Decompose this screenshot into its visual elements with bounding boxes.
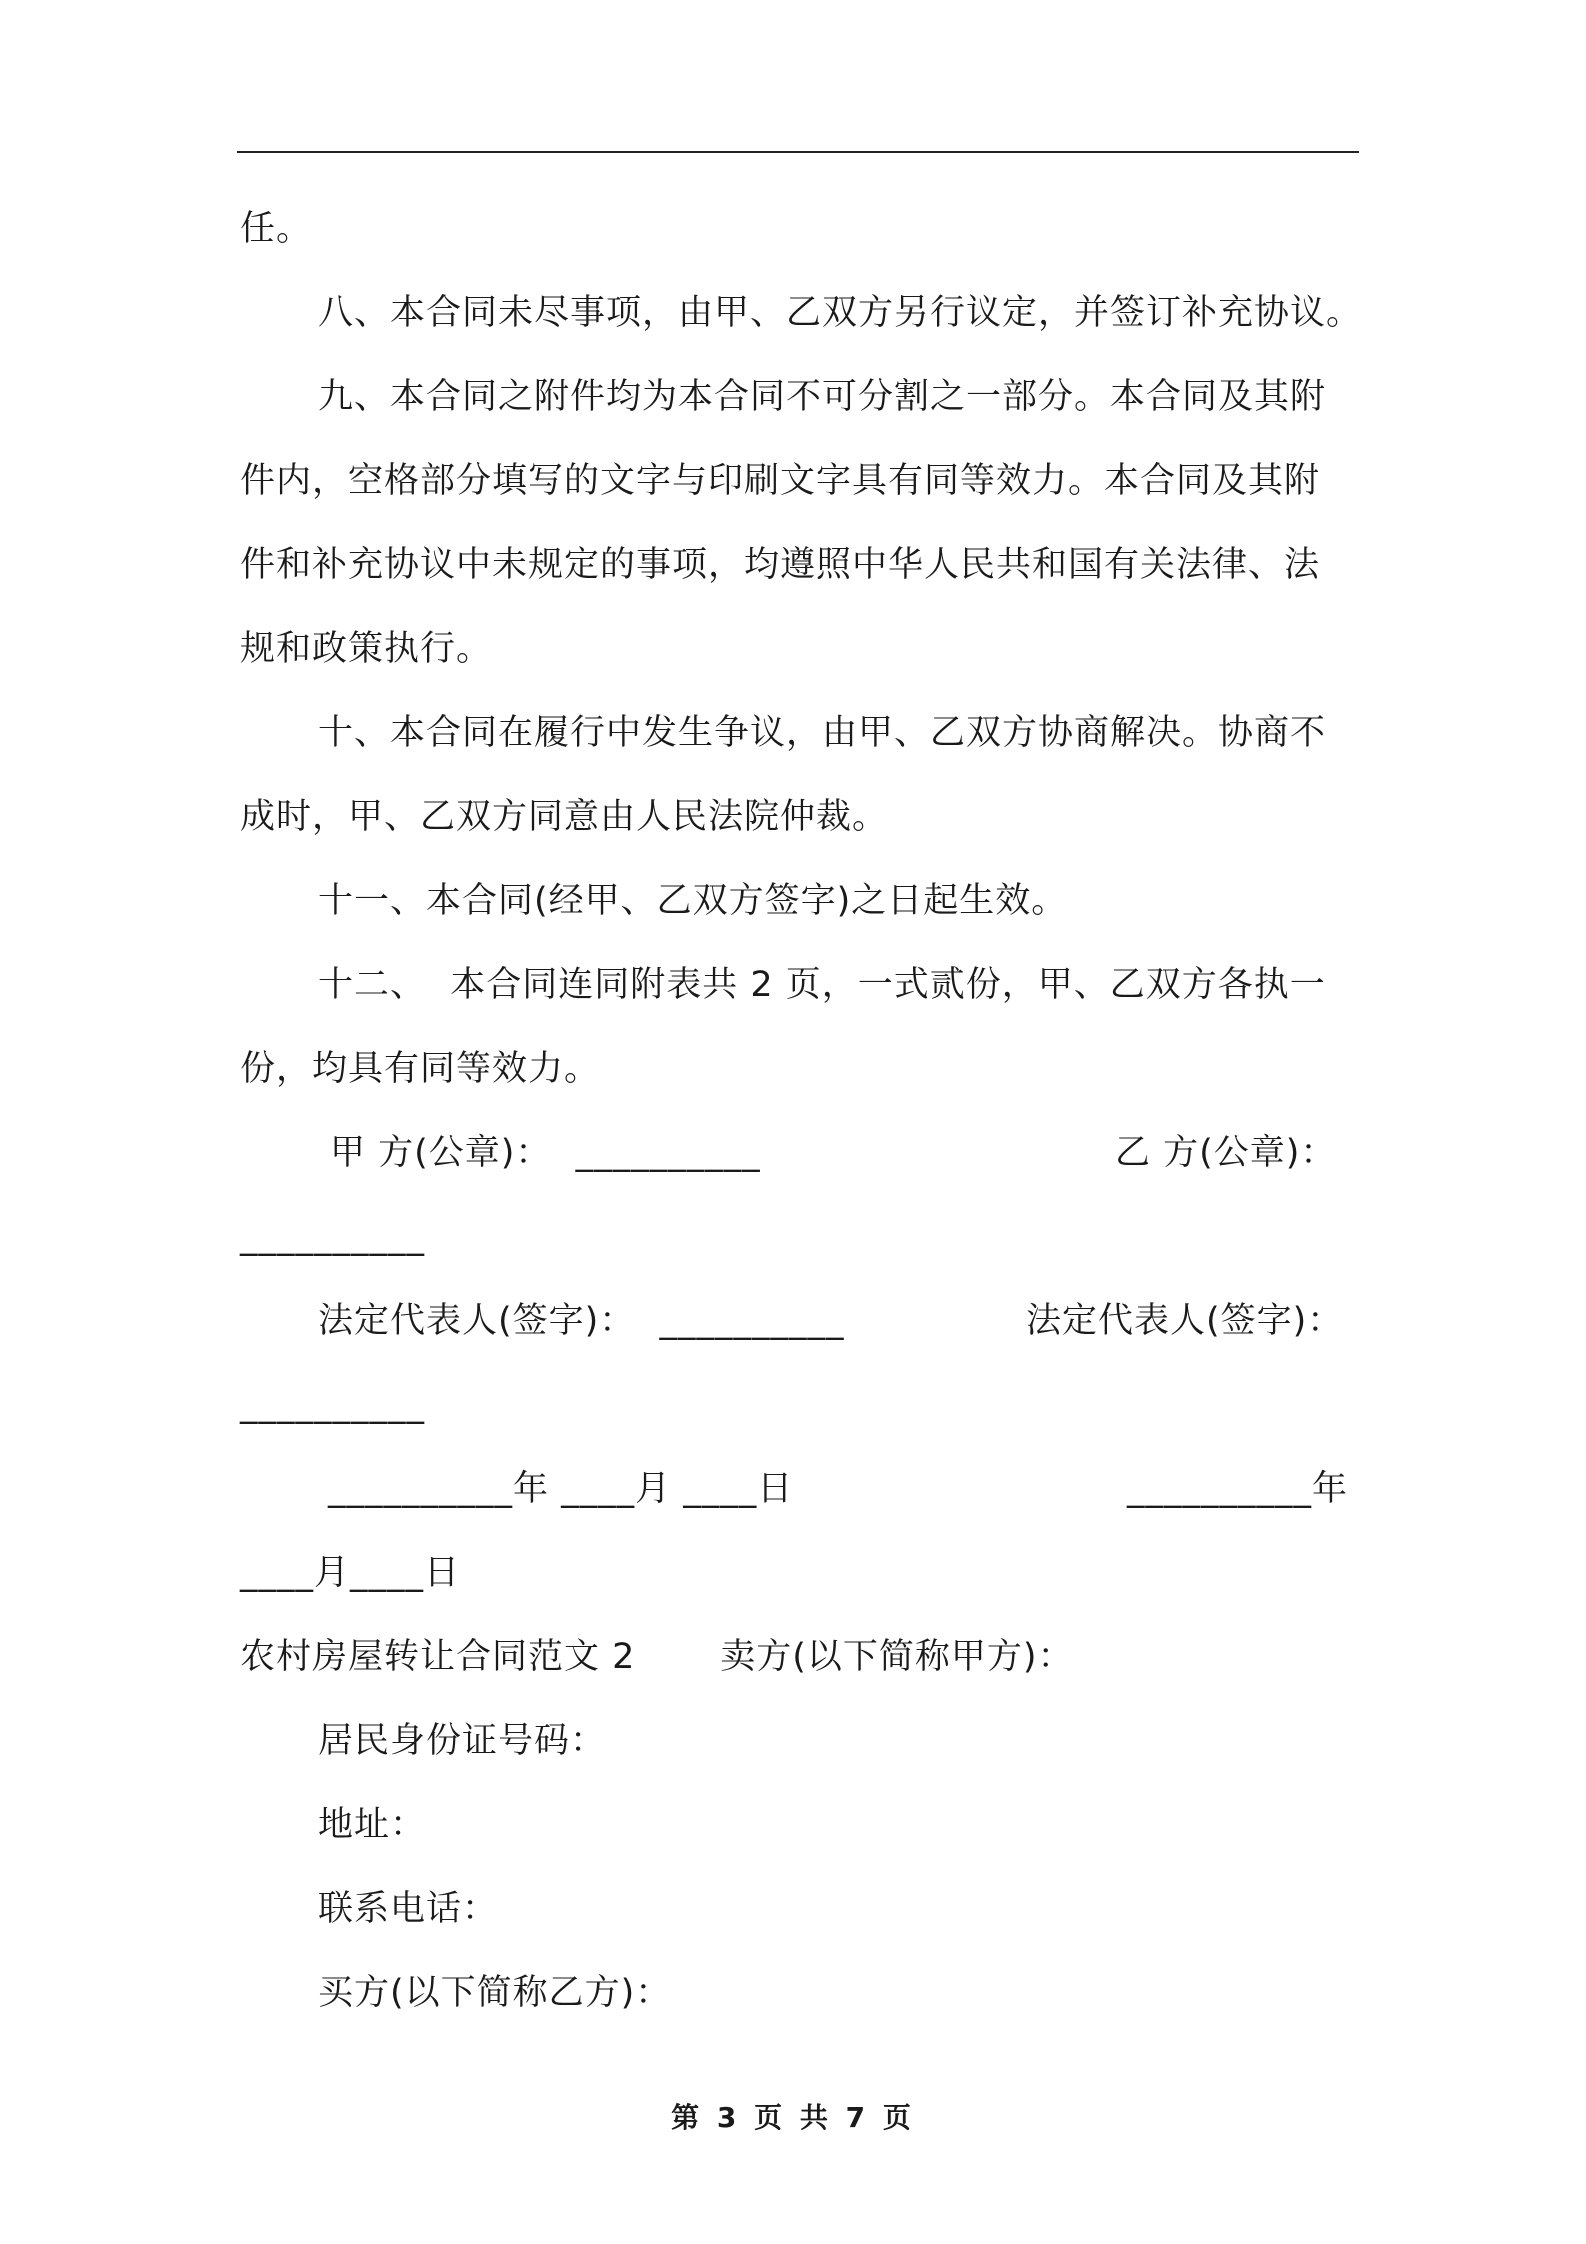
date-b-field: __________年 xyxy=(1127,1469,1349,1509)
text-line: 件内，空格部分填写的文字与印刷文字具有同等效力。本合同及其附 xyxy=(240,461,1321,501)
text-line: 份，均具有同等效力。 xyxy=(240,1049,601,1089)
date-a-field: __________年 ____月 ____日 xyxy=(328,1469,794,1509)
page-number-footer: 第 3 页 共 7 页 xyxy=(671,2101,915,2134)
address-label: 地址： xyxy=(318,1805,427,1845)
text-line: 件和补充协议中未规定的事项，均遵照中华人民共和国有关法律、法 xyxy=(240,545,1321,585)
party-a-seal-field: 甲 方(公章)： __________ xyxy=(330,1133,761,1173)
clause-8: 八、本合同未尽事项，由甲、乙双方另行议定，并签订补充协议。 xyxy=(318,293,1363,333)
clause-12: 十二、 本合同连同附表共 2 页，一式贰份，甲、乙双方各执一 xyxy=(318,965,1326,1005)
clause-9: 九、本合同之附件均为本合同不可分割之一部分。本合同及其附 xyxy=(318,377,1327,417)
text-line: 规和政策执行。 xyxy=(240,629,493,669)
header-rule xyxy=(237,151,1359,153)
text-line: 任。 xyxy=(240,209,313,249)
text-line: 成时，甲、乙双方同意由人民法院仲裁。 xyxy=(240,797,889,837)
section-2-title: 农村房屋转让合同范文 2 卖方(以下简称甲方)： xyxy=(240,1637,1074,1677)
phone-label: 联系电话： xyxy=(318,1889,499,1929)
id-number-label: 居民身份证号码： xyxy=(318,1721,607,1761)
rep-b-blank: __________ xyxy=(240,1385,425,1425)
party-b-seal-label: 乙 方(公章)： xyxy=(1115,1133,1337,1173)
rep-b-label: 法定代表人(签字)： xyxy=(1026,1301,1344,1341)
party-b-seal-blank: __________ xyxy=(240,1217,425,1257)
clause-11: 十一、本合同(经甲、乙双方签字)之日起生效。 xyxy=(318,881,1068,921)
clause-10: 十、本合同在履行中发生争议，由甲、乙双方协商解决。协商不 xyxy=(318,713,1327,753)
date-b-cont: ____月____日 xyxy=(240,1553,461,1593)
rep-a-field: 法定代表人(签字)： __________ xyxy=(318,1301,845,1341)
buyer-label: 买方(以下简称乙方)： xyxy=(318,1973,672,2013)
